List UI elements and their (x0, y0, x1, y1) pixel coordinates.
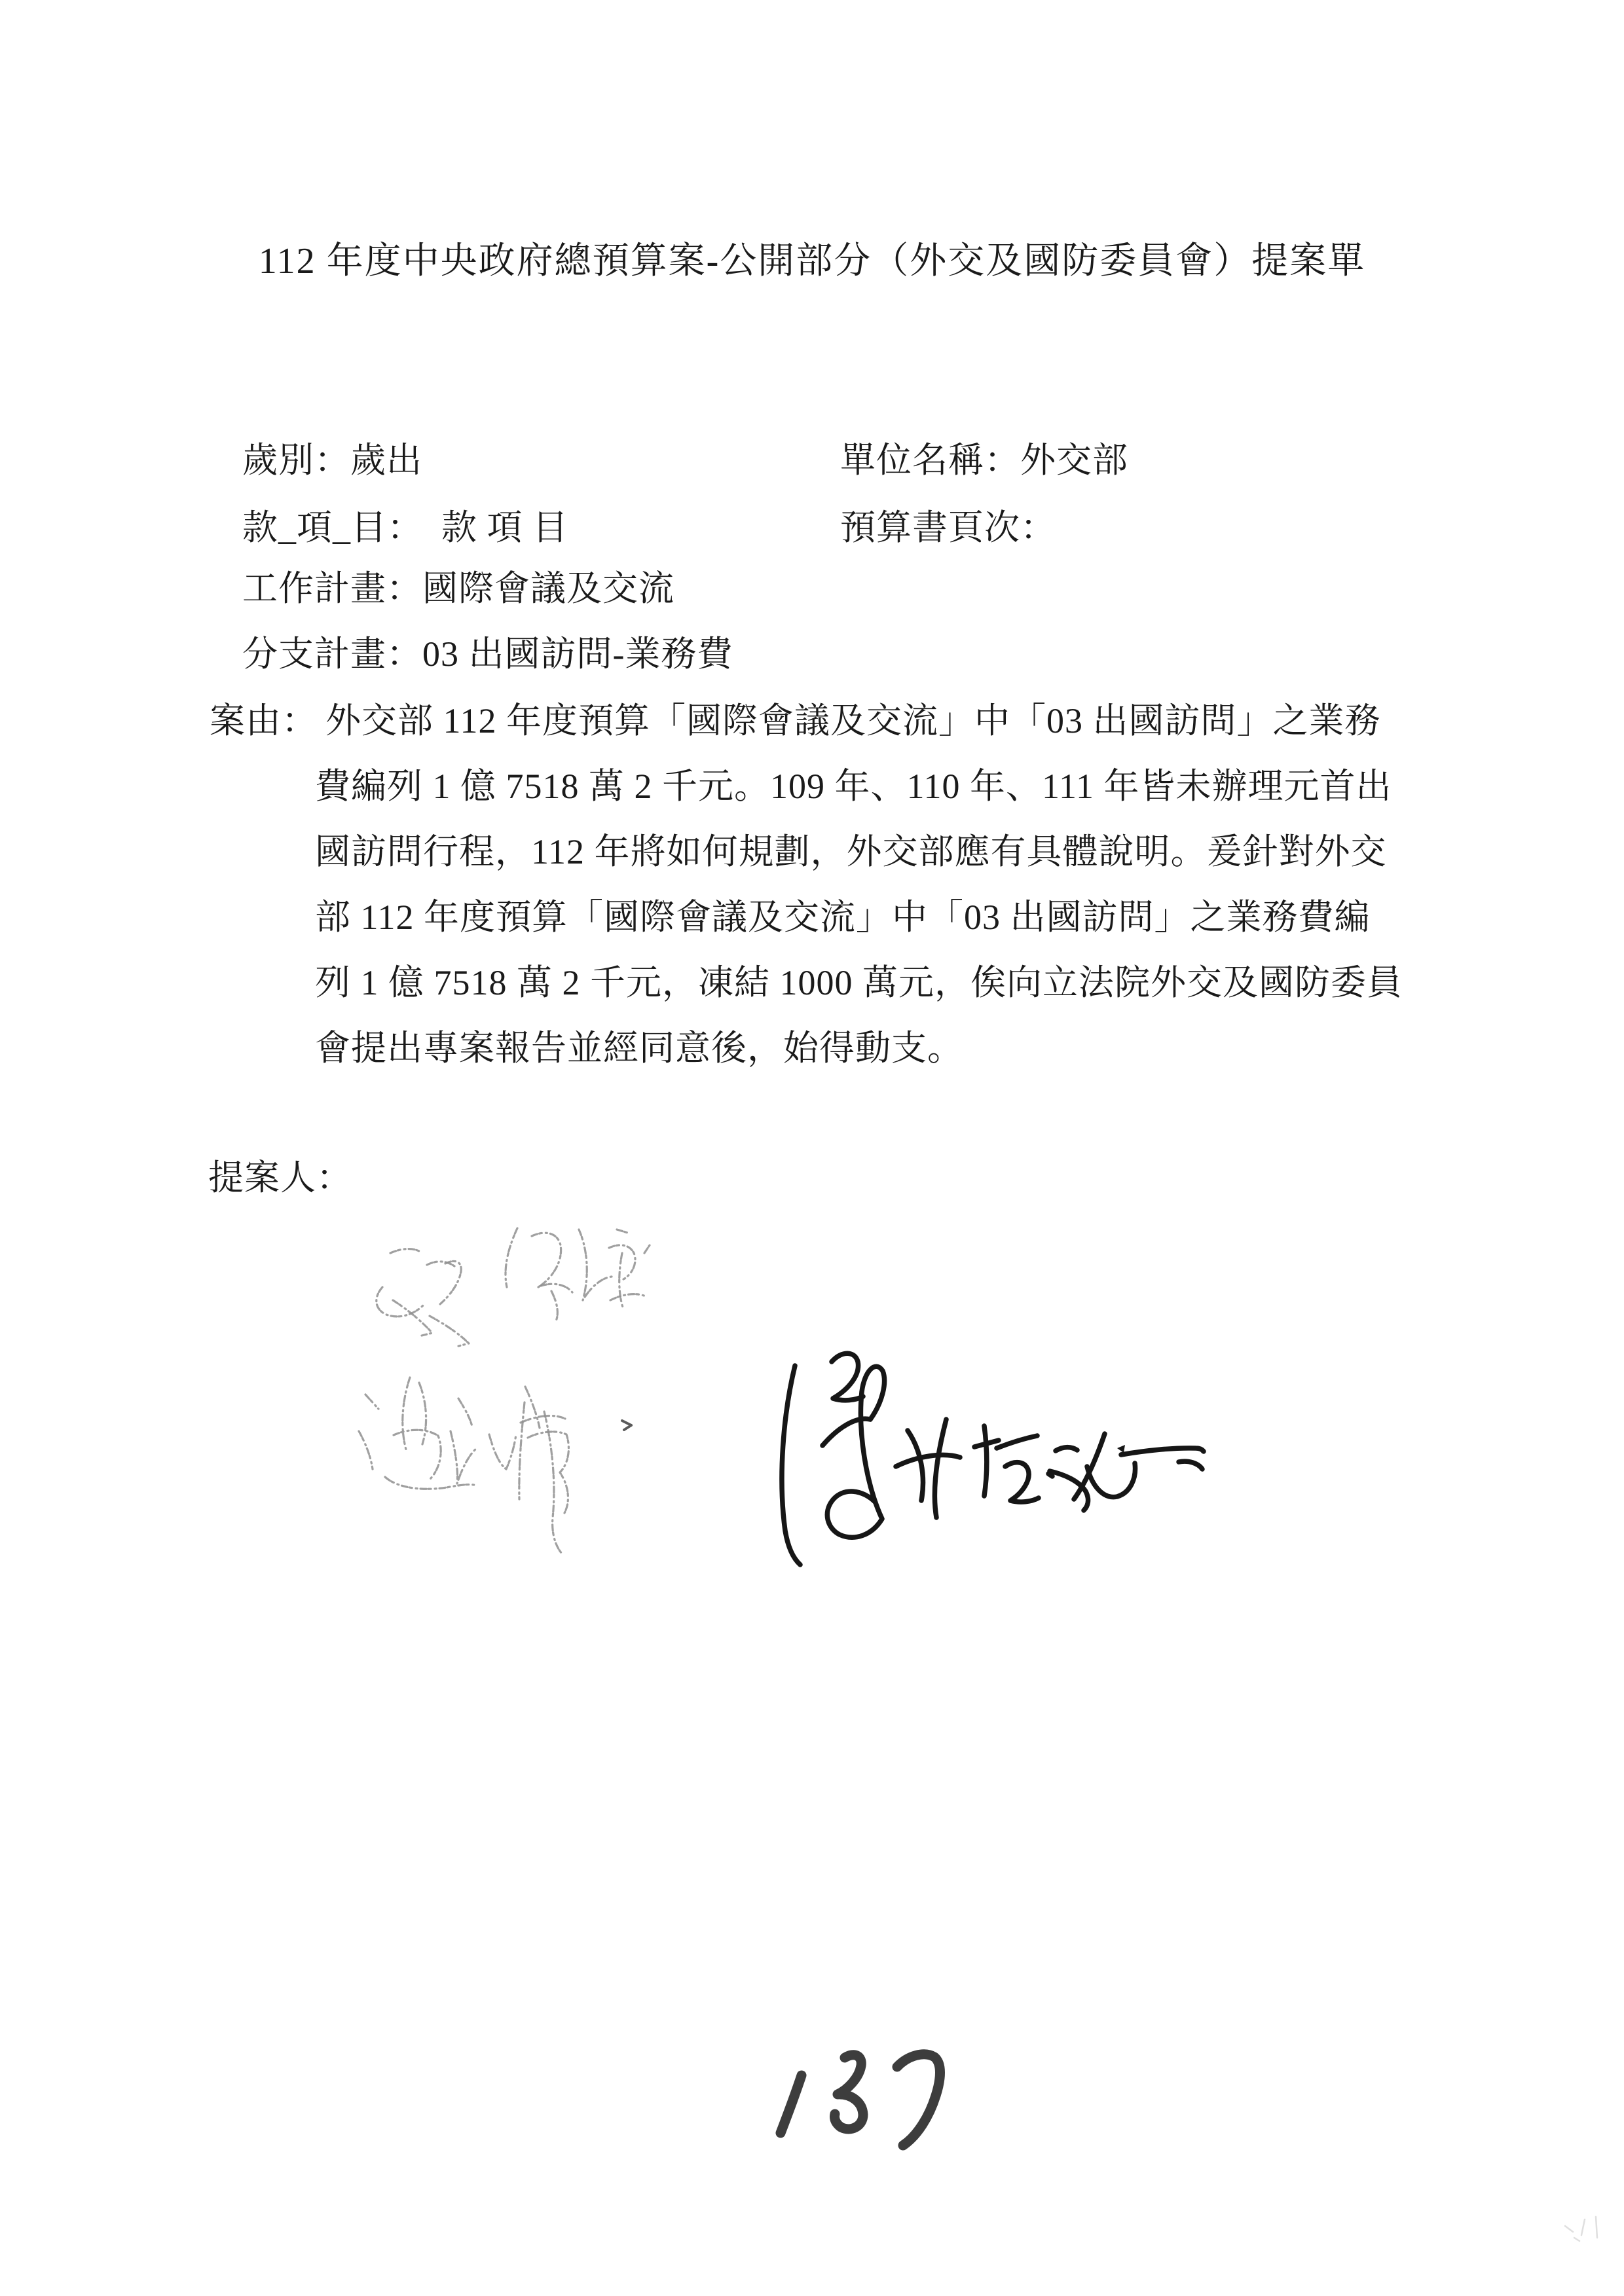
field-label-work-plan: 工作計畫： (242, 569, 422, 608)
case-line: 費編列 1 億 7518 萬 2 千元。109 年、110 年、111 年皆未辦理元首出 (315, 767, 1392, 806)
field-label-branch-plan: 分支計畫： (242, 634, 422, 674)
document-title: 112 年度中央政府總預算案-公開部分（外交及國防委員會）提案單 (258, 241, 1366, 282)
scan-noise-marks (1565, 2217, 1597, 2241)
case-line: 列 1 億 7518 萬 2 千元，凍結 1000 萬元，俟向立法院外交及國防委員 (315, 963, 1403, 1002)
case-line: 部 112 年度預算「國際會議及交流」中「03 出國訪問」之業務費編 (315, 898, 1371, 937)
case-line: 國訪問行程，112 年將如何規劃，外交部應有具體說明。爰針對外交 (315, 832, 1387, 871)
field-budget-book-page (802, 429, 1056, 626)
stray-pen-mark (622, 1421, 631, 1430)
field-label-fiscal-category: 歲別： (242, 441, 350, 480)
field-label-budget-book-page: 預算書頁次： (840, 508, 1056, 547)
field-value-kuan-xiang-mu: 款 項 目 (441, 508, 568, 547)
case-section-label: 案由： (210, 701, 318, 740)
field-label-unit-name: 單位名稱： (840, 441, 1020, 480)
field-value-fiscal-category: 歲出 (350, 441, 422, 480)
case-line: 外交部 112 年度預算「國際會議及交流」中「03 出國訪問」之業務 (325, 701, 1381, 740)
handwritten-page-number (781, 2054, 940, 2145)
field-value-work-plan: 國際會議及交流 (422, 569, 674, 608)
case-line: 會提出專案報告並經同意後，始得動支。 (315, 1029, 963, 1068)
field-value-unit-name: 外交部 (1020, 441, 1128, 480)
field-label-kuan-xiang-mu: 款_項_目： (242, 508, 423, 547)
handwritten-signature-1 (377, 1228, 650, 1346)
field-value-branch-plan: 03 出國訪問-業務費 (422, 634, 733, 674)
handwritten-signature-3 (782, 1353, 1204, 1565)
proposer-label: 提案人： (208, 1158, 352, 1197)
handwritten-signature-2 (359, 1377, 568, 1554)
